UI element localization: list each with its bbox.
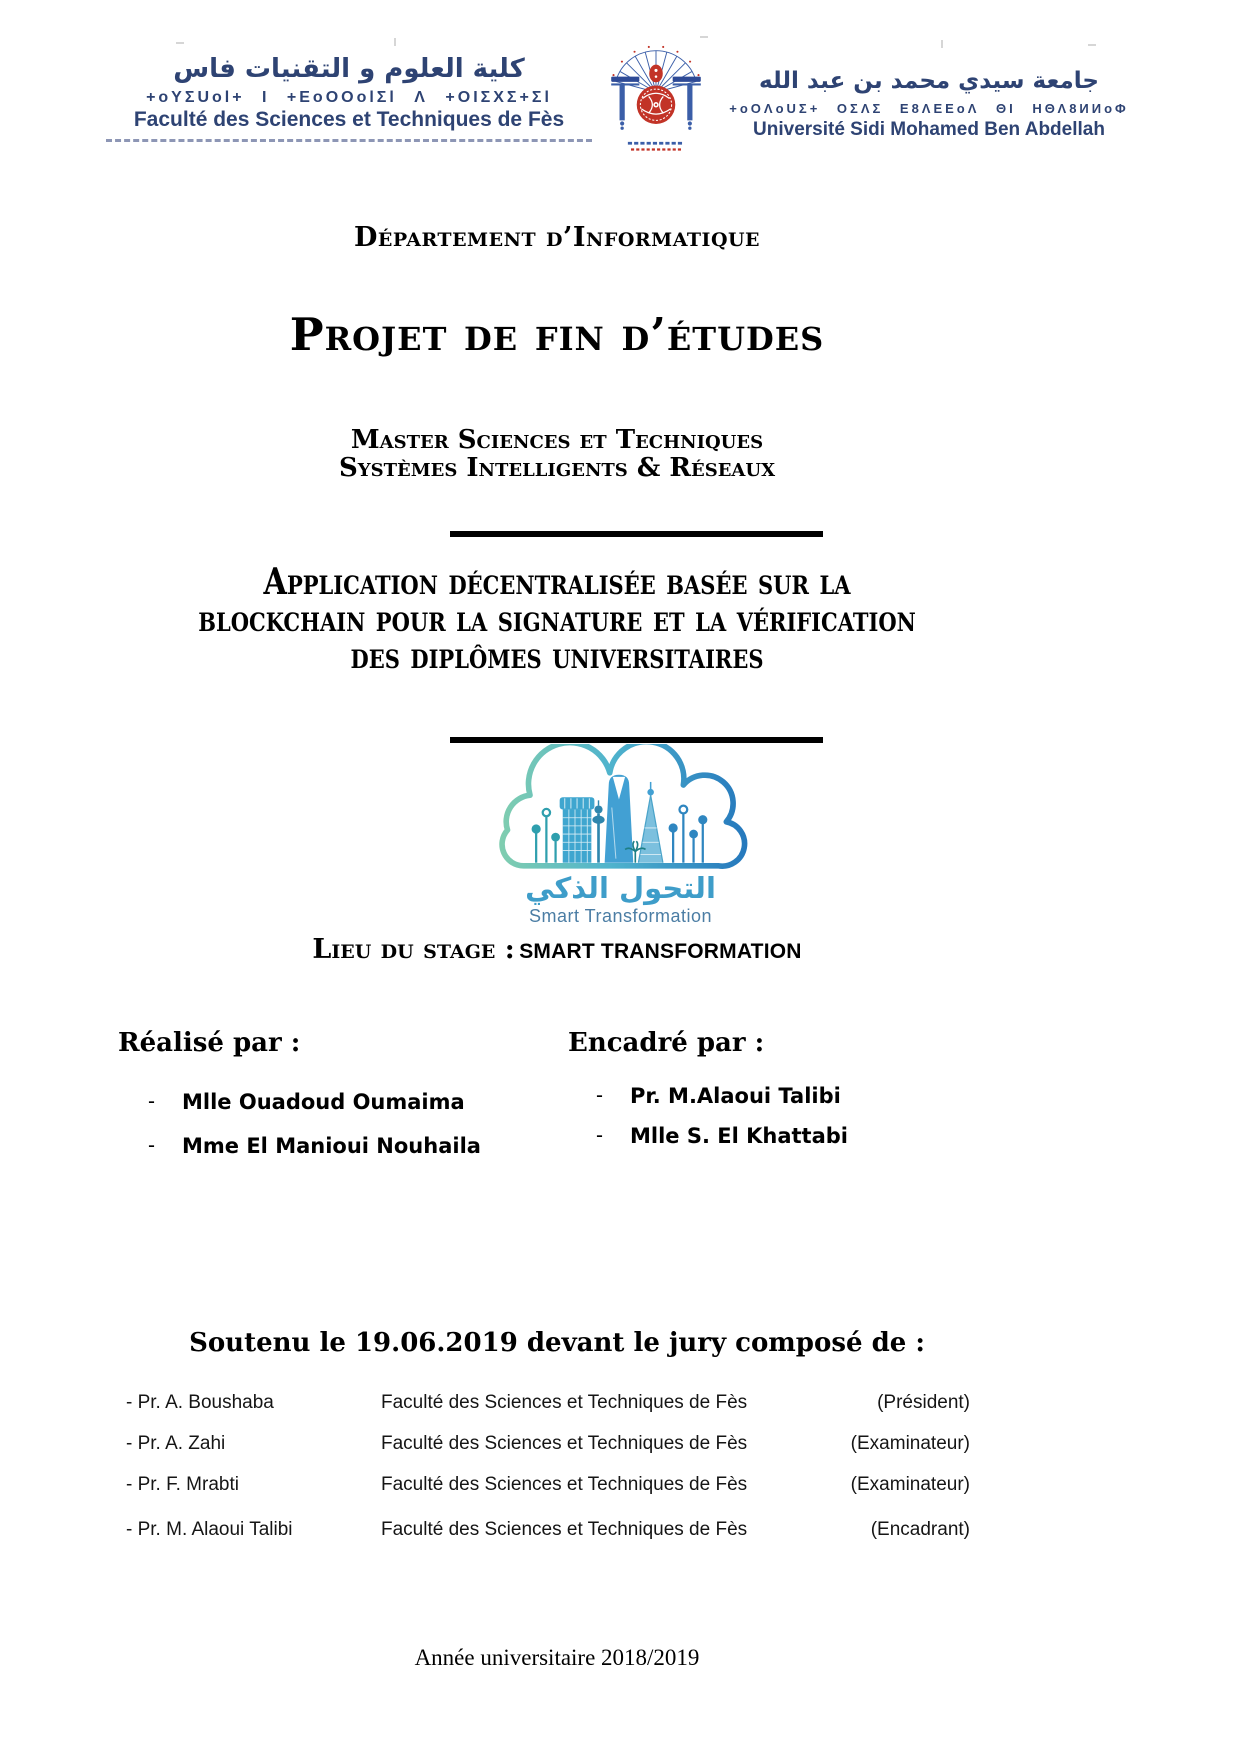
jury-member-institution: Faculté des Sciences et Techniques de Fès (381, 1433, 748, 1454)
supervised-by-section (568, 1026, 848, 1162)
smart-logo-arabic-text: التحول الذكي (525, 871, 716, 905)
jury-member-name: - Pr. M. Alaoui Talibi (126, 1519, 293, 1540)
academic-year-footer: Année universitaire 2018/2019 (414, 1645, 700, 1670)
dashed-rule (106, 139, 592, 142)
program-line-2: Systèmes Intelligents & Réseaux (338, 453, 776, 483)
document-type-title: Projet de fin d’études (289, 308, 825, 361)
jury-member-role: (Encadrant) (870, 1519, 970, 1540)
project-title-line-1: Application décentralisée basée sur la (263, 561, 851, 603)
project-title-line-3: des diplômes universitaires (350, 635, 764, 677)
supervised-by-heading: Encadré par : (568, 1028, 765, 1058)
supervisor-name: Mlle S. El Khattabi (630, 1124, 848, 1148)
project-title-line-2: blockchain pour la signature et la vérification (198, 598, 916, 640)
jury-row (126, 1474, 976, 1515)
university-name-french: Université Sidi Mohamed Ben Abdellah (753, 119, 1105, 140)
faculty-name-french: Faculté des Sciences et Techniques de Fès (133, 108, 565, 131)
cloud-city-icon (483, 744, 759, 871)
jury-member-role: (Examinateur) (850, 1433, 970, 1454)
supervisor-item (568, 1122, 848, 1150)
bullet-dash: - (596, 1084, 603, 1107)
author-item (118, 1132, 481, 1160)
jury-member-name: - Pr. F. Mrabti (126, 1474, 239, 1495)
university-name-tifinagh: +oOΛoUΣ+ OΣΛΣ E8ΛEEoΛ ΘI ΗΘΛ8ИИoΦ (729, 101, 1129, 116)
author-name: Mme El Manioui Nouhaila (182, 1134, 481, 1158)
jury-member-institution: Faculté des Sciences et Techniques de Fès (381, 1519, 748, 1540)
supervisor-item (568, 1082, 848, 1110)
smart-logo-english-text: Smart Transformation (528, 906, 713, 926)
jury-row (126, 1392, 976, 1433)
university-seal-icon (609, 36, 703, 166)
program-heading (0, 426, 1114, 482)
bullet-dash: - (596, 1124, 603, 1147)
jury-member-institution: Faculté des Sciences et Techniques de Fès (381, 1474, 748, 1495)
project-title (89, 561, 1025, 677)
letterhead (106, 36, 1138, 166)
university-block (720, 36, 1138, 141)
defense-heading: Soutenu le 19.06.2019 devant le jury composé de : (189, 1328, 925, 1358)
faculty-name-tifinagh: +oYΣUol+ I +EoOOolΣl Λ +OIΣXΣ+Σl (146, 89, 552, 106)
jury-row (126, 1433, 976, 1474)
divider-rule (450, 531, 823, 537)
realized-by-section (118, 1026, 481, 1176)
jury-member-name: - Pr. A. Zahi (126, 1433, 226, 1454)
department-heading: Département d’Informatique (353, 222, 761, 253)
jury-row (126, 1519, 976, 1560)
faculty-name-arabic: كلية العلوم و التقنيات فاس (173, 54, 525, 84)
smart-transformation-logo (0, 744, 1241, 927)
jury-table (126, 1392, 976, 1560)
internship-label: Lieu du stage : (312, 934, 515, 965)
jury-member-role: (Examinateur) (850, 1474, 970, 1495)
jury-member-role: (Président) (877, 1392, 970, 1413)
internship-line (0, 934, 1114, 965)
realized-by-heading: Réalisé par : (118, 1028, 301, 1058)
divider-rule (450, 737, 823, 743)
faculty-block (106, 36, 592, 142)
bullet-dash: - (148, 1090, 155, 1113)
supervisor-name: Pr. M.Alaoui Talibi (630, 1084, 841, 1108)
jury-member-name: - Pr. A. Boushaba (126, 1392, 274, 1413)
author-item (118, 1088, 481, 1116)
program-line-1: Master Sciences et Techniques (350, 425, 764, 455)
internship-company: SMART TRANSFORMATION (519, 940, 802, 963)
bullet-dash: - (148, 1134, 155, 1157)
jury-member-institution: Faculté des Sciences et Techniques de Fès (381, 1392, 748, 1413)
author-name: Mlle Ouadoud Oumaima (182, 1090, 465, 1114)
university-name-arabic: جامعة سيدي محمد بن عبد الله (759, 68, 1099, 94)
